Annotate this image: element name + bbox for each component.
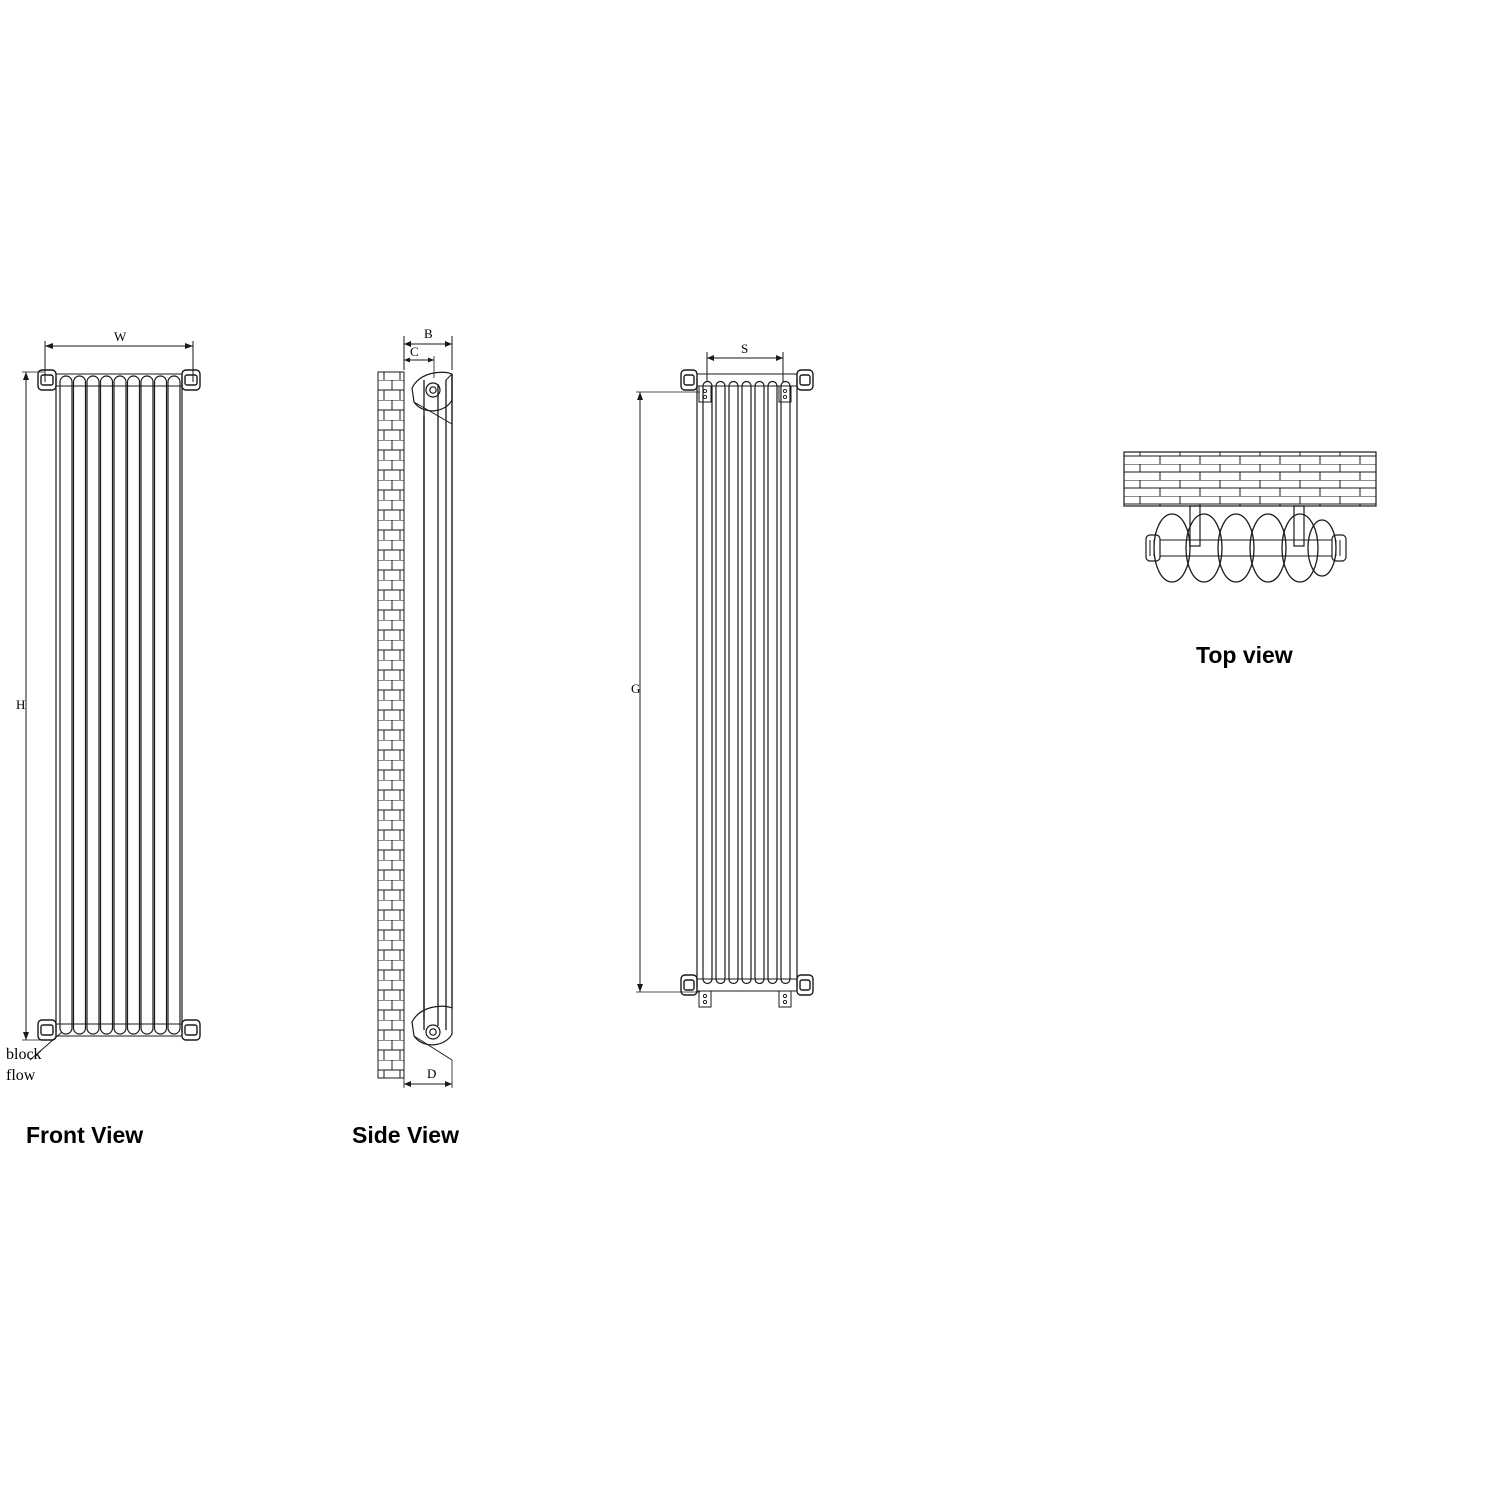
section-view-group bbox=[636, 352, 813, 1007]
annotation-block-flow-line2: flow bbox=[6, 1067, 36, 1084]
annotation-block-flow-line1: block bbox=[6, 1046, 42, 1063]
front-view-group bbox=[22, 341, 200, 1060]
dimension-label-G: G bbox=[631, 681, 641, 696]
side-view-group bbox=[378, 336, 452, 1088]
dimension-G bbox=[636, 392, 700, 992]
dimension-label-H: H bbox=[16, 697, 26, 712]
view-title-side: Side View bbox=[352, 1122, 459, 1148]
top-endcaps bbox=[1146, 535, 1346, 561]
dimension-label-C: C bbox=[410, 344, 419, 359]
front-columns bbox=[60, 376, 180, 1034]
dimension-label-W: W bbox=[114, 329, 127, 344]
section-columns bbox=[703, 382, 790, 984]
dimension-label-S: S bbox=[741, 341, 749, 356]
dimension-C bbox=[404, 356, 434, 378]
top-view-group bbox=[1124, 452, 1376, 582]
top-columns bbox=[1154, 514, 1336, 582]
front-left-endcap bbox=[38, 370, 56, 1040]
front-right-endcap bbox=[182, 370, 200, 1040]
view-title-front: Front View bbox=[26, 1122, 144, 1148]
section-endcaps bbox=[681, 370, 813, 995]
dimension-label-D: D bbox=[427, 1066, 437, 1081]
view-title-top: Top view bbox=[1196, 642, 1293, 668]
dimension-label-B: B bbox=[424, 326, 433, 341]
